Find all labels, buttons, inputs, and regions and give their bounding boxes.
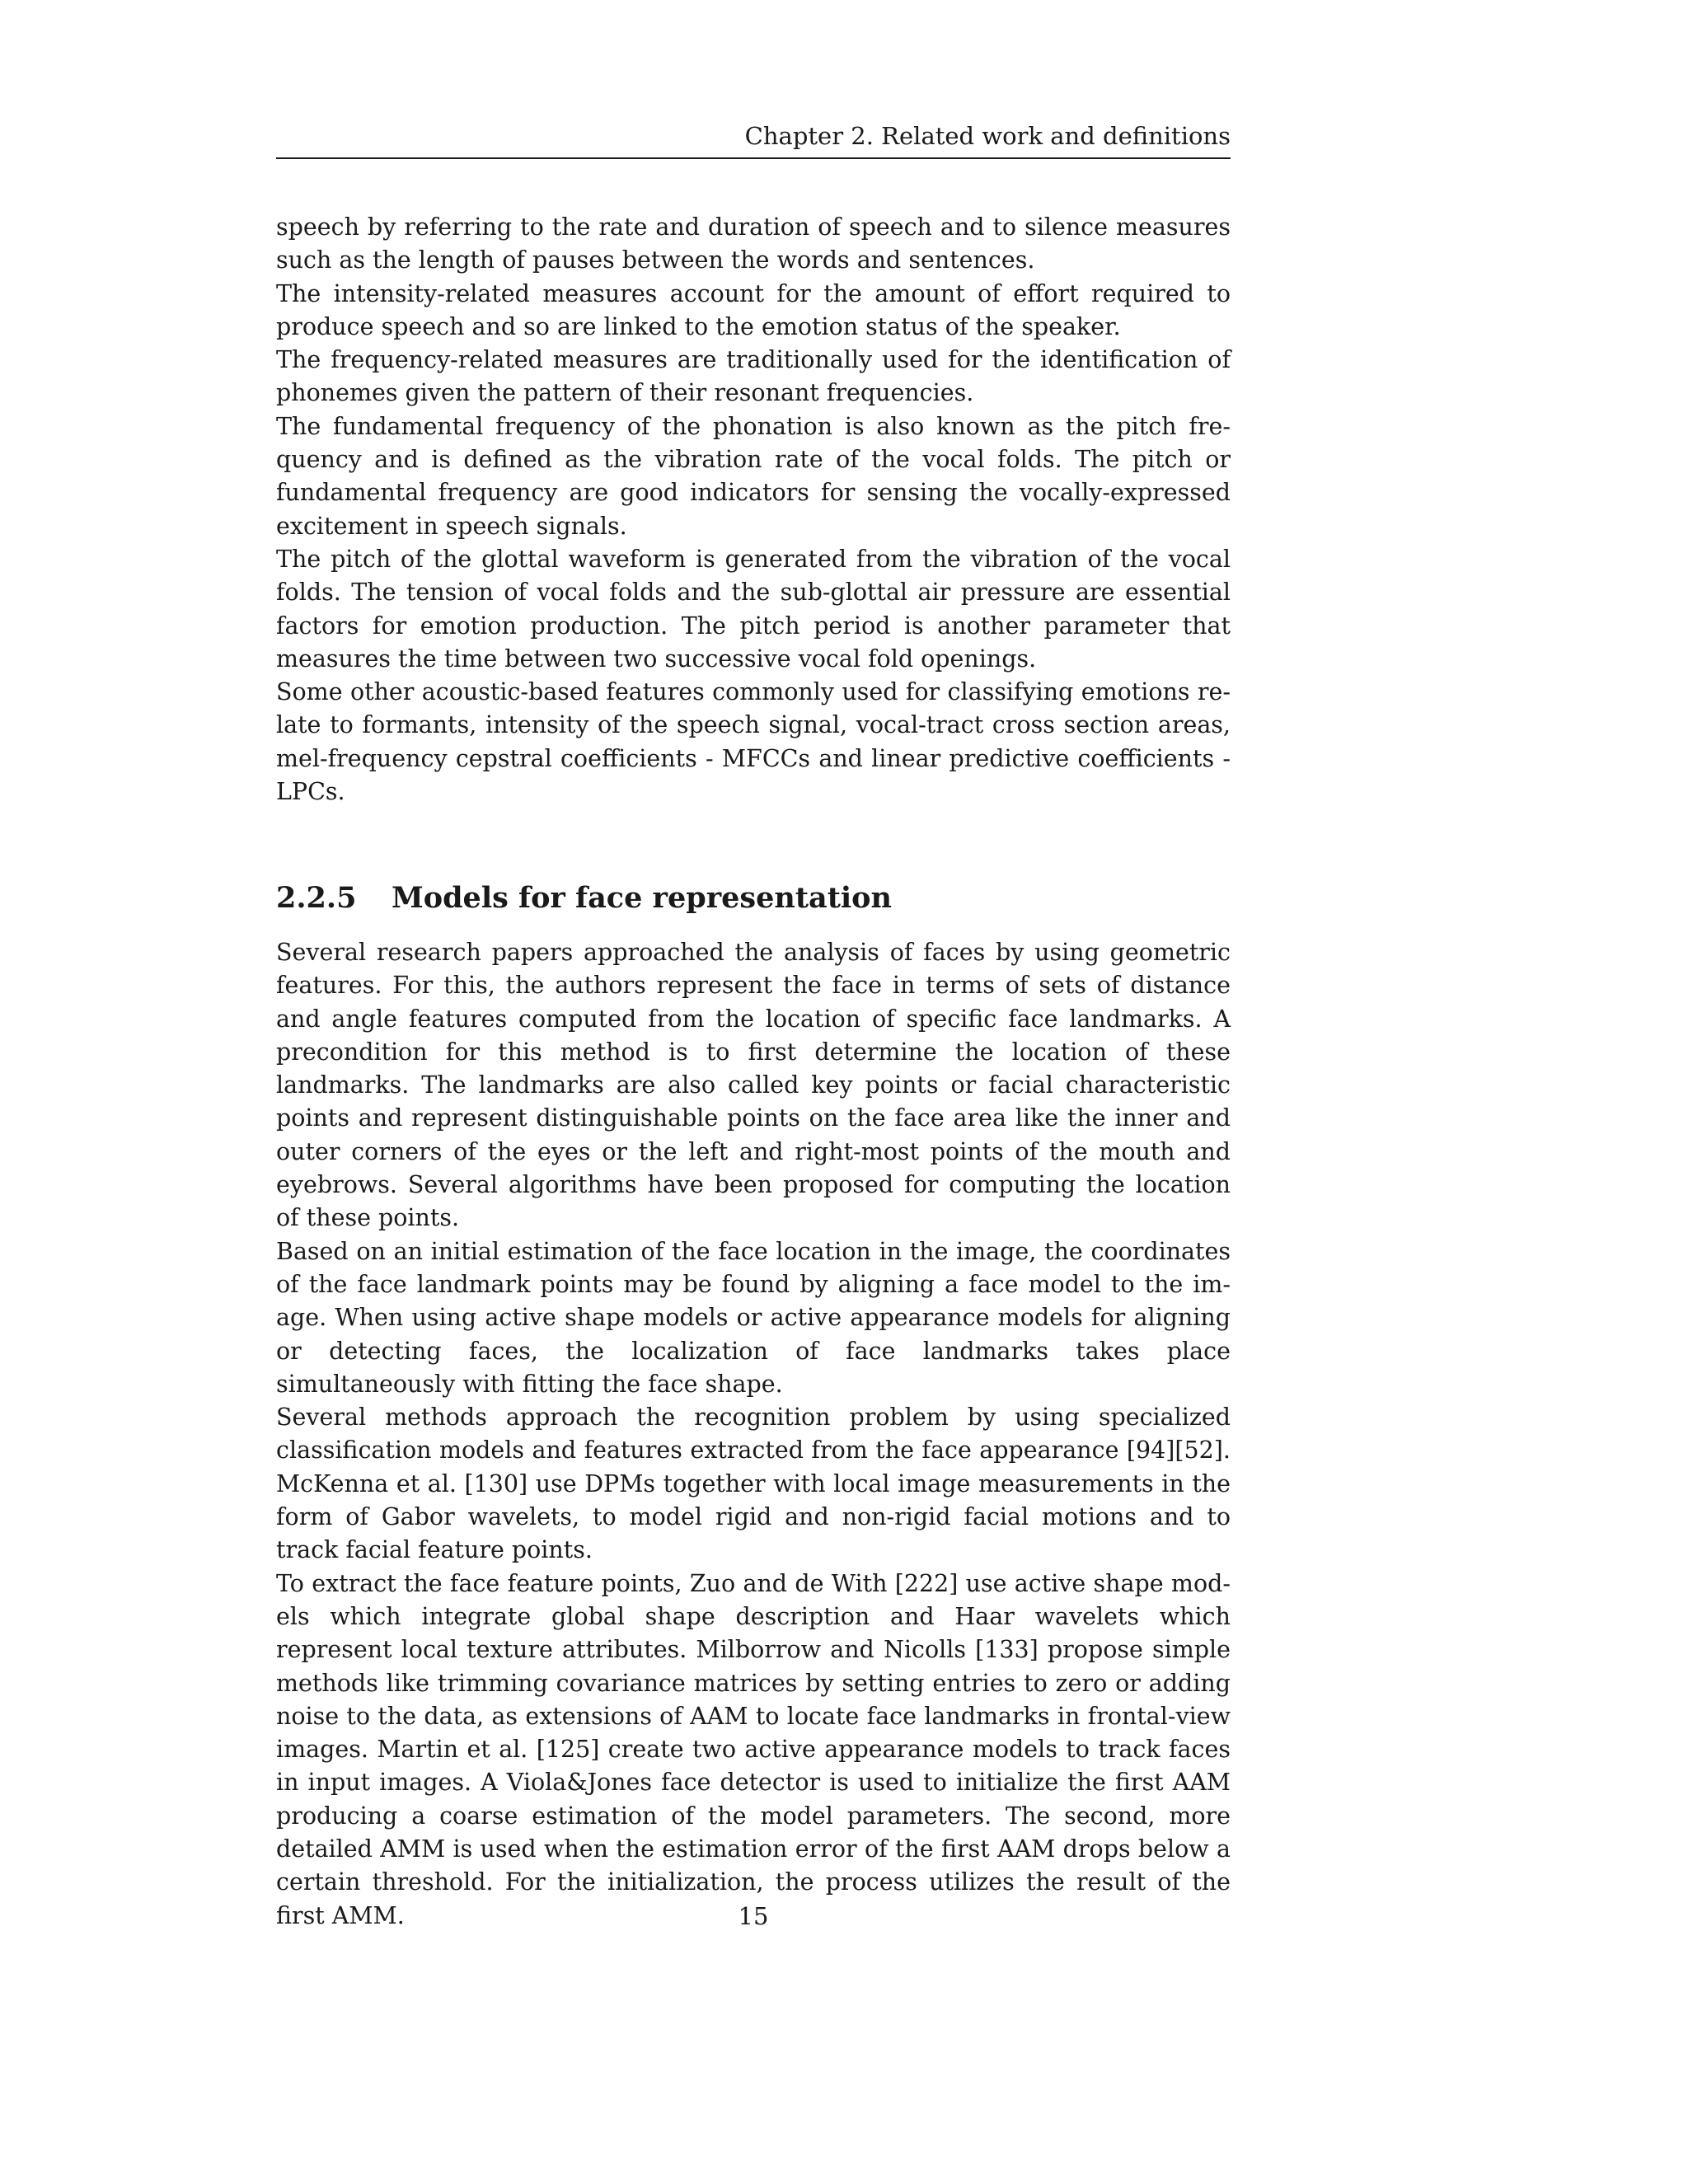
- paragraph-intensity-measures: The intensity-related measures account for the amount of effort required to produce speech and so are linked to the emotion status of the speaker.: [276, 279, 1231, 340]
- running-header: [276, 120, 1231, 159]
- paragraph-glottal-waveform: The pitch of the glottal waveform is generated from the vibration of the vocal folds. The tension of vocal folds and the sub-glottal air pressure are essential factors for emotion production. The pitch period is another parameter that measures the time between two successive vocal fold openings.: [276, 545, 1231, 673]
- section-heading: [276, 879, 1231, 918]
- body-text-top: [276, 211, 1231, 808]
- body-text-bottom: [276, 936, 1231, 1933]
- paragraph-fundamental-frequency: The fundamental frequency of the phonation is also known as the pitch frequency and is defined as the vibration rate of the vocal folds. The pitch or fundamental frequency are good indicators for sensing the vocally-expressed excitement in speech signals.: [276, 412, 1231, 540]
- section-number: 2.2.5: [276, 881, 357, 915]
- paragraph-appearance-classification: Several methods approach the recognition problem by using specialized classification models and features extracted from the face appearance [94][52]. McKenna et al. [130] use DPMs together with local image measurements in the form of Gabor wavelets, to model rigid and non-rigid facial motions and to track facial feature points.: [276, 1404, 1231, 1564]
- paragraph-frequency-measures: The frequency-related measures are traditionally used for the identification of phonemes given the pattern of their resonant frequencies.: [276, 346, 1231, 407]
- section-title: Models for face representation: [392, 881, 892, 915]
- paragraph-face-model-alignment: Based on an initial estimation of the face location in the image, the coordinates of the face landmark points may be found by aligning a face model to the image. When using active shape models or active appearance models for aligning or detecting faces, the localization of face landmarks takes place simultaneously with fitting the face shape.: [276, 1237, 1231, 1398]
- paragraph-geometric-features: Several research papers approached the analysis of faces by using geometric features. For this, the authors represent the face in terms of sets of distance and angle features computed from the location of specific face landmarks. A precondition for this method is to first determine the location of these landmarks. The landmarks are also called key points or facial characteristic points and represent distinguishable points on the face area like the inner and outer corners of the eyes or the left and right-most points of the mouth and eyebrows. Several algorithms have been proposed for computing the location of these points.: [276, 939, 1231, 1232]
- paragraph-feature-point-extraction: To extract the face feature points, Zuo and de With [222] use active shape models which integrate global shape description and Haar wavelets which represent local texture attributes. Milborrow and Nicolls [133] propose simple methods like trimming covariance matrices by setting entries to zero or adding noise to the data, as extensions of AAM to locate face landmarks in frontal-view images. Martin et al. [125] create two active appearance models to track faces in input images. A Viola&Jones face detector is used to initialize the first AAM producing a coarse estimation of the model parameters. The second, more detailed AMM is used when the estimation error of the first AAM drops below a certain threshold. For the initialization, the process utilizes the result of the first AMM.: [276, 1569, 1231, 1929]
- paragraph-acoustic-features: Some other acoustic-based features commonly used for classifying emotions relate to formants, intensity of the speech signal, vocal-tract cross section areas, mel-frequency cepstral coefficients - MFCCs and linear predictive coefficients - LPCs.: [276, 678, 1231, 806]
- page-number: 15: [738, 1902, 769, 1930]
- paragraph-speech-rate: speech by referring to the rate and duration of speech and to silence measures such as the length of pauses between the words and sentences.: [276, 213, 1231, 274]
- running-title: Chapter 2. Related work and definitions: [744, 122, 1231, 150]
